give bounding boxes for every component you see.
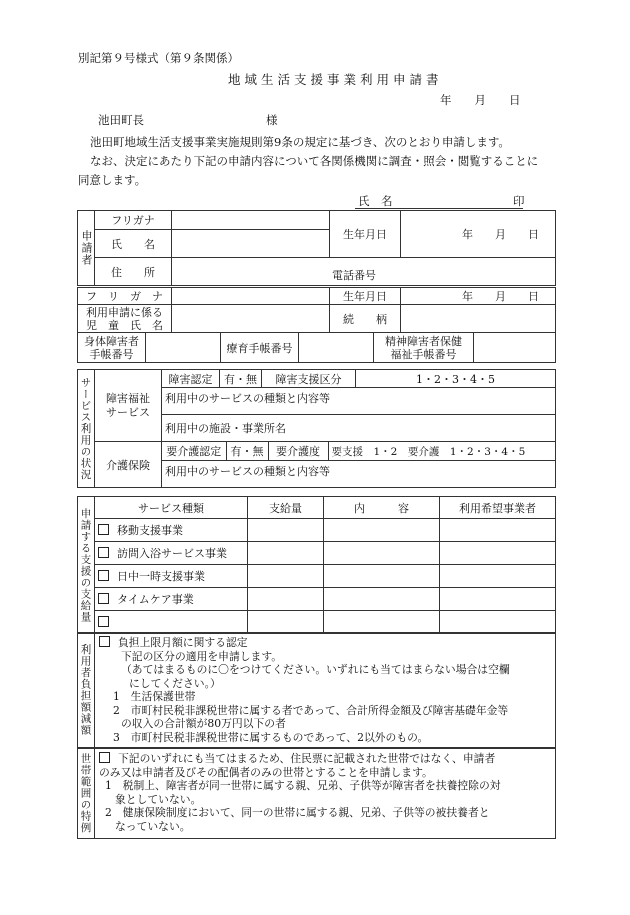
burden-section-label: 利用者負担額減額: [78, 633, 95, 748]
provider-cell[interactable]: [440, 565, 556, 588]
household-line-2: のみ又は申請者及びその配偶者のみの世帯とすることを申請します。: [99, 765, 433, 779]
child-name-label: [78, 305, 172, 333]
form-title: 地域生活支援事業利用申請書: [228, 72, 443, 87]
burden-item-2b: の収入の合計額が80万円以下の者: [121, 717, 286, 730]
col-amount: 支給量: [248, 497, 324, 519]
household-item-2b: なっていない。: [115, 819, 191, 833]
content-cell[interactable]: [324, 519, 440, 542]
child-table: [77, 287, 556, 333]
burden-line-4: にしてください。）: [129, 676, 221, 690]
content-cell[interactable]: [324, 542, 440, 565]
col-provider: 利用希望事業者: [440, 497, 556, 519]
ryoiku-label: 療育手帳番号: [221, 333, 299, 363]
applicant-table: [77, 210, 556, 286]
service-status-section-label: サービス利用の状況: [78, 370, 95, 488]
address-label: 住 所: [95, 258, 172, 286]
welfare-label-2: サービス: [106, 405, 150, 419]
phone-label: 電話番号: [332, 269, 376, 282]
birth-field[interactable]: 年 月 日: [401, 211, 556, 258]
applicant-section-label: 申請者: [78, 211, 95, 286]
service-type-cell[interactable]: [95, 542, 248, 565]
amount-cell[interactable]: [248, 542, 324, 565]
addressee-suffix: 様: [266, 113, 278, 127]
burden-content: [95, 633, 556, 748]
service-type-cell[interactable]: [95, 519, 248, 542]
physical-handbook-label: [78, 333, 146, 363]
service-name: 移動支援事業: [117, 524, 183, 537]
support-level-values[interactable]: 要支援 1・2: [331, 445, 398, 458]
service-type-cell[interactable]: [95, 565, 248, 588]
service-name: 訪問入浴サービス事業: [117, 547, 227, 560]
checkbox[interactable]: [98, 593, 109, 604]
name-field[interactable]: [172, 230, 330, 258]
care-cert-row: [162, 442, 556, 461]
amount-cell[interactable]: [248, 611, 324, 634]
service-type-cell[interactable]: [95, 588, 248, 611]
burden-line-1-text: 負担上限月額に関する認定: [118, 636, 248, 649]
furigana-field[interactable]: [172, 211, 330, 230]
content-cell[interactable]: [324, 611, 440, 634]
burden-reduction-table: [77, 632, 556, 748]
disability-cert-yes-no[interactable]: 有・無: [220, 370, 262, 388]
provider-cell[interactable]: [440, 542, 556, 565]
disability-cert-label: 障害認定: [162, 370, 220, 388]
household-item-2: 2 健康保険制度において、同一の世帯に属する親、兄弟、子供等の被扶養者と: [105, 806, 490, 819]
table-row: [78, 519, 556, 542]
birth-label: 生年月日: [330, 211, 401, 258]
mental-handbook-label: [374, 333, 474, 363]
burden-line-3: （あてはまるものに〇をつけてください。いずれにも当てはまらない場合は空欄: [121, 663, 510, 676]
burden-line-2: 下記の区分の適用を申請します。: [121, 649, 283, 663]
care-services-in-use[interactable]: 利用中のサービスの種類と内容等: [162, 461, 556, 488]
date-line[interactable]: 年 月 日: [440, 93, 521, 107]
physical-label-2: 手帳番号: [89, 347, 134, 361]
table-row: [78, 542, 556, 565]
support-class-values[interactable]: 1・2・3・4・5: [356, 370, 556, 388]
service-status-table: [77, 369, 556, 488]
burden-item-2[interactable]: 2 市町村民税非課税世帯に属する者であって、合計所得金額及び障害基礎年金等: [113, 703, 509, 717]
care-cert-yes-no[interactable]: 有・無: [226, 442, 268, 460]
signature-name-label: 氏 名: [358, 194, 393, 208]
care-level-values[interactable]: [328, 442, 555, 460]
care-cert-label: 要介護認定: [162, 442, 226, 460]
requested-section-label: 申請する支援の支給量: [78, 497, 95, 634]
amount-cell[interactable]: [248, 519, 324, 542]
household-content: [95, 749, 556, 839]
col-content: 内 容: [324, 497, 440, 519]
care-level-label: 要介護度: [268, 442, 328, 460]
provider-cell[interactable]: [440, 611, 556, 634]
intro-line-2: なお、決定にあたり下記の申請内容について各関係機関に調査・照会・閲覧することに: [90, 154, 539, 168]
household-item-1: 1 税制上、障害者が同一世帯に属する親、兄弟、子供等が障害者を扶養控除の対: [105, 779, 501, 792]
child-name-label-1: 利用申請に係る: [86, 305, 163, 319]
table-row: [78, 611, 556, 634]
col-service-type: サービス種類: [95, 497, 248, 519]
checkbox[interactable]: [99, 752, 110, 763]
care-insurance-label: 介護保険: [95, 442, 162, 488]
relation-field[interactable]: [401, 305, 556, 333]
checkbox[interactable]: [98, 547, 109, 558]
burden-item-3[interactable]: 3 市町村民税非課税世帯に属するものであって、2以外のもの。: [113, 730, 429, 744]
service-type-cell[interactable]: [95, 611, 248, 634]
physical-label-1: 身体障害者: [84, 334, 139, 348]
welfare-label-1: 障害福祉: [106, 391, 150, 405]
household-line-1-text: 下記のいずれにも当てはまるため、住民票に記載された世帯ではなく、申請者: [118, 752, 496, 765]
child-birth-label: 生年月日: [330, 288, 401, 305]
table-row: [78, 565, 556, 588]
content-cell[interactable]: [324, 588, 440, 611]
care-values[interactable]: 要介護 1・2・3・4・5: [407, 445, 526, 458]
physical-handbook-field[interactable]: [146, 333, 221, 363]
checkbox[interactable]: [98, 616, 109, 627]
intro-line-1: 池田町地域生活支援事業実施規則第9条の規定に基づき、次のとおり申請します。: [90, 135, 510, 149]
household-section-label: 世帯範囲の特例: [78, 749, 95, 839]
household-table: [77, 748, 556, 839]
requested-services-table: [77, 496, 556, 634]
child-name-field[interactable]: [172, 305, 330, 333]
name-label: 氏 名: [95, 230, 172, 258]
mental-label-2: 福祉手帳番号: [390, 347, 457, 361]
welfare-service-label: [95, 370, 162, 442]
service-name: タイムケア事業: [117, 593, 194, 606]
support-class-label: 障害支援区分: [262, 370, 356, 388]
relation-label: 続 柄: [330, 305, 401, 333]
care-cert-inner: [162, 442, 555, 460]
service-name: 日中一時支援事業: [117, 570, 205, 583]
ryoiku-field[interactable]: [299, 333, 374, 363]
furigana-label: フリガナ: [95, 211, 172, 230]
child-furigana-field[interactable]: [172, 288, 330, 305]
intro-line-3: 同意します。: [78, 173, 147, 187]
mental-label-1: 精神障害者保健: [385, 334, 462, 348]
household-item-1b: 象としていない。: [115, 792, 202, 806]
checkbox[interactable]: [99, 636, 110, 647]
welfare-services-in-use[interactable]: 利用中のサービスの種類と内容等: [162, 388, 556, 415]
facility-name[interactable]: 利用中の施設・事業所名: [162, 415, 556, 442]
checkbox[interactable]: [98, 524, 109, 535]
household-line-1: [99, 752, 551, 766]
amount-cell[interactable]: [248, 565, 324, 588]
mental-handbook-field[interactable]: [474, 333, 556, 363]
child-furigana-label: フ リ ガ ナ: [78, 288, 172, 305]
table-row: [78, 588, 556, 611]
checkbox[interactable]: [98, 570, 109, 581]
amount-cell[interactable]: [248, 588, 324, 611]
form-number: 別記第９号様式（第９条関係）: [78, 51, 239, 65]
burden-item-1[interactable]: 1 生活保護世帯: [113, 690, 196, 703]
provider-cell[interactable]: [440, 519, 556, 542]
address-field[interactable]: [172, 258, 556, 286]
addressee: 池田町長: [98, 113, 144, 127]
seal-mark: 印: [513, 194, 525, 208]
signature-line[interactable]: [355, 208, 523, 209]
content-cell[interactable]: [324, 565, 440, 588]
provider-cell[interactable]: [440, 588, 556, 611]
child-name-label-2: 児 童 氏 名: [86, 318, 163, 332]
child-birth-field[interactable]: 年 月 日: [401, 288, 556, 305]
burden-line-1: [99, 636, 551, 650]
handbook-table: [77, 332, 556, 363]
